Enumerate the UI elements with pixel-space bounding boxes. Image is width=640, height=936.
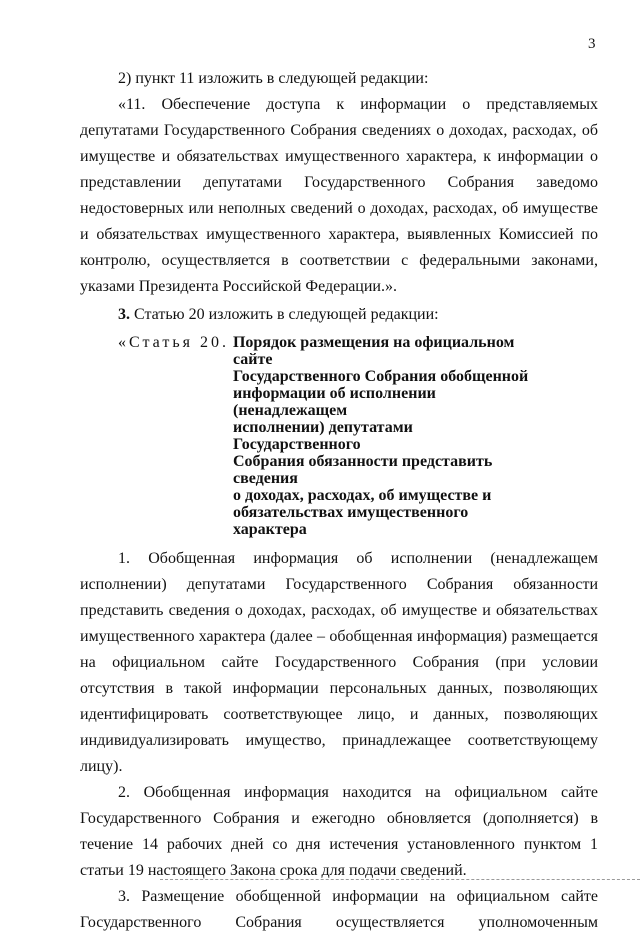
document-body [80, 66, 598, 936]
article-heading [80, 334, 598, 538]
article-part-3: 3. Размещение обобщенной информации на официальном сайте Государственного Собрания осуществляется уполномоченным [80, 888, 598, 931]
article-part-2: 2. Обобщенная информация находится на официальном сайте Государственного Собрания и ежегодно обновляется (дополняется) в течение 14 рабочих дней со дня истечения установленного пунктом 1 статьи 19 настоящего Закона срока для подачи сведений. [80, 784, 598, 879]
article-title-line: Государственного Собрания обобщенной [232, 368, 529, 385]
article-title-line: обязательствах имущественного характера [232, 504, 469, 538]
paragraph-item-11-text: «11. Обеспечение доступа к информации о представляемых депутатами Государственного Собрания сведениях о доходах, расходах, об имуществе и обязательствах имущественного характера, к информации о представлении депутатами Государственного Собрания заведомо недостоверных или неполных сведений о доходах, расходах, об имуществе и обязательствах имущественного характера, выявленных Комиссией по контролю, осуществляется в соответствии с федеральными законами, указами Президента Российской Федерации.». [80, 96, 598, 295]
article-part-1: 1. Обобщенная информация об исполнении (ненадлежащем исполнении) депутатами Государственного Собрания обязанности представить сведения о доходах, расходах, об имуществе и обязательствах имущественного характера (далее – обобщенная информация) размещается на официальном сайте Государственного Собрания (при условии отсутствия в такой информации персональных данных, позволяющих идентифицировать соответствующее лицо, и данных, позволяющих индивидуализировать имущество, принадлежащее соответствующему лицу). [80, 550, 598, 775]
paragraph-text: Статью 20 изложить в следующей редакции: [130, 306, 439, 323]
scan-artifact-line [160, 879, 640, 881]
paragraph-amend-article-20 [80, 302, 598, 328]
article-title-line: исполнении) депутатами Государственного [232, 419, 413, 453]
article-title-line: о доходах, расходах, об имуществе и [232, 487, 492, 504]
paragraph-number: 3. [118, 306, 130, 323]
article-number: «Статья 20. [118, 334, 229, 351]
article-title-line: Порядок размещения на официальном сайте [232, 334, 515, 368]
article-title-line: Собрания обязанности представить сведения [232, 453, 493, 487]
paragraph-amend-item-11: 2) пункт 11 изложить в следующей редакции: [118, 70, 429, 87]
page-number: 3 [588, 36, 596, 52]
article-title [233, 334, 543, 538]
article-title-line: информации об исполнении (ненадлежащем [232, 385, 436, 419]
